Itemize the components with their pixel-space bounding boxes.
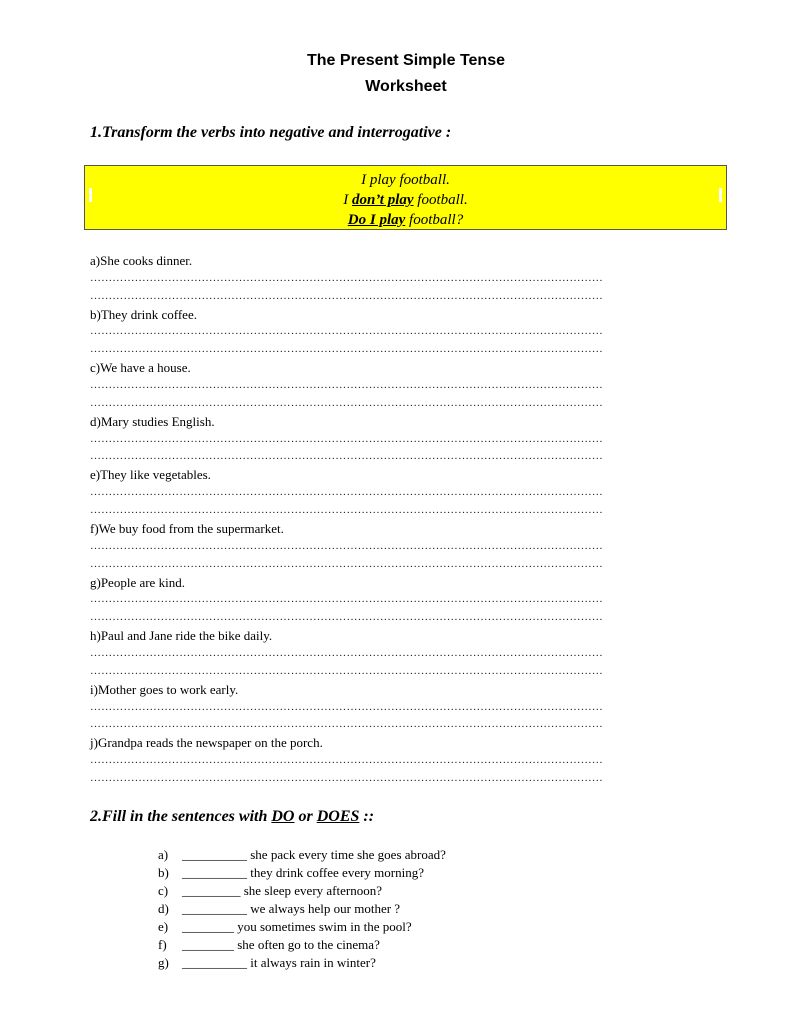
- item-letter: d): [158, 901, 169, 916]
- fill-item: [158, 882, 446, 900]
- answer-line[interactable]: …………………………………………………………………………………………………………………………: [90, 718, 603, 731]
- answer-line[interactable]: …………………………………………………………………………………………………………………………: [90, 754, 603, 767]
- answer-line[interactable]: …………………………………………………………………………………………………………………………: [90, 646, 603, 659]
- heading-does: DOES: [316, 808, 360, 825]
- box-mark-right: [719, 188, 722, 202]
- list-item: [90, 627, 603, 681]
- sentence: g)People are kind.: [90, 574, 185, 590]
- item-sentence[interactable]: __________ we always help our mother ?: [182, 901, 401, 916]
- exercise-2-list: [158, 846, 446, 972]
- item-sentence[interactable]: _________ she sleep every afternoon?: [182, 883, 382, 898]
- item-sentence[interactable]: __________ they drink coffee every morning?: [182, 865, 424, 880]
- item-letter: b): [158, 865, 169, 880]
- item-letter: a): [158, 847, 169, 862]
- sentence: e)They like vegetables.: [90, 467, 211, 483]
- example-question: Do I play football?: [347, 212, 464, 228]
- answer-line[interactable]: …………………………………………………………………………………………………………………………: [90, 432, 603, 445]
- item-sentence[interactable]: ________ she often go to the cinema?: [182, 937, 380, 952]
- item-letter: e): [158, 919, 169, 934]
- answer-line[interactable]: …………………………………………………………………………………………………………………………: [90, 611, 603, 624]
- section-2-heading: 2.Fill in the sentences with DO or DOES ::: [90, 808, 375, 825]
- list-item: [90, 681, 603, 735]
- fill-item: [158, 864, 446, 882]
- answer-line[interactable]: …………………………………………………………………………………………………………………………: [90, 486, 603, 499]
- answer-line[interactable]: …………………………………………………………………………………………………………………………: [90, 378, 603, 391]
- example-negative: I don’t play football.: [343, 192, 468, 208]
- list-item: [90, 252, 603, 306]
- sentence: i)Mother goes to work early.: [90, 681, 239, 697]
- fill-item: [158, 900, 446, 918]
- item-letter: c): [158, 883, 169, 898]
- sentence: b)They drink coffee.: [90, 306, 197, 322]
- answer-line[interactable]: …………………………………………………………………………………………………………………………: [90, 503, 603, 516]
- box-mark-left: [89, 188, 92, 202]
- fill-item: [158, 846, 446, 864]
- answer-line[interactable]: …………………………………………………………………………………………………………………………: [90, 271, 603, 284]
- answer-line[interactable]: …………………………………………………………………………………………………………………………: [90, 557, 603, 570]
- item-letter: f): [158, 937, 167, 952]
- answer-line[interactable]: …………………………………………………………………………………………………………………………: [90, 700, 603, 713]
- list-item: [90, 359, 603, 413]
- answer-line[interactable]: …………………………………………………………………………………………………………………………: [90, 450, 603, 463]
- example-negative-verb: don’t play: [352, 192, 414, 208]
- answer-line[interactable]: …………………………………………………………………………………………………………………………: [90, 343, 603, 356]
- example-question-verb: Do I play: [347, 212, 406, 228]
- sentence: h)Paul and Jane ride the bike daily.: [90, 628, 273, 644]
- section-1-heading: 1.Transform the verbs into negative and interrogative :: [90, 124, 452, 141]
- exercise-1-list: [90, 252, 603, 788]
- list-item: [90, 574, 603, 628]
- item-letter: g): [158, 955, 169, 970]
- answer-line[interactable]: …………………………………………………………………………………………………………………………: [90, 664, 603, 677]
- list-item: [90, 520, 603, 574]
- list-item: [90, 306, 603, 360]
- answer-line[interactable]: …………………………………………………………………………………………………………………………: [90, 325, 603, 338]
- sentence: a)She cooks dinner.: [90, 253, 193, 268]
- list-item: [90, 413, 603, 467]
- list-item: [90, 734, 603, 788]
- item-sentence[interactable]: __________ it always rain in winter?: [182, 955, 376, 970]
- sentence: j)Grandpa reads the newspaper on the porch.: [90, 735, 323, 751]
- sentence: d)Mary studies English.: [90, 413, 215, 429]
- answer-line[interactable]: …………………………………………………………………………………………………………………………: [90, 539, 603, 552]
- list-item: [90, 466, 603, 520]
- page-title: The Present Simple Tense: [307, 52, 505, 69]
- answer-line[interactable]: …………………………………………………………………………………………………………………………: [90, 593, 603, 606]
- sentence: c)We have a house.: [90, 360, 191, 376]
- page-subtitle: Worksheet: [365, 78, 447, 95]
- example-affirmative: I play football.: [361, 172, 450, 188]
- heading-do: DO: [271, 808, 295, 825]
- item-sentence[interactable]: __________ she pack every time she goes abroad?: [182, 847, 446, 862]
- fill-item: [158, 954, 446, 972]
- fill-item: [158, 918, 446, 936]
- answer-line[interactable]: …………………………………………………………………………………………………………………………: [90, 396, 603, 409]
- answer-line[interactable]: …………………………………………………………………………………………………………………………: [90, 771, 603, 784]
- fill-item: [158, 936, 446, 954]
- answer-line[interactable]: …………………………………………………………………………………………………………………………: [90, 289, 603, 302]
- item-sentence[interactable]: ________ you sometimes swim in the pool?: [182, 919, 412, 934]
- sentence: f)We buy food from the supermarket.: [90, 520, 284, 536]
- example-box: [84, 165, 727, 230]
